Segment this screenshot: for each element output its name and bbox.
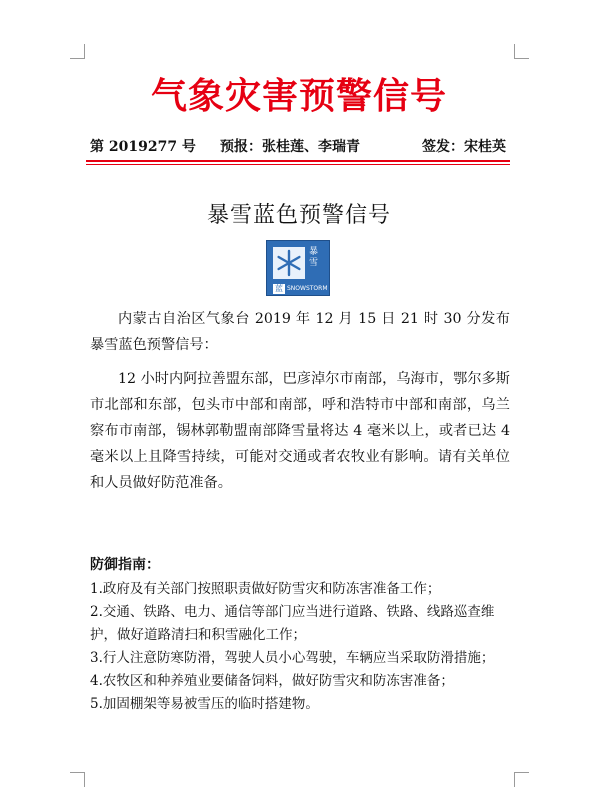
guidance-item: 3.行人注意防寒防滑，驾驶人员小心驾驶，车辆应当采取防滑措施； xyxy=(90,650,495,666)
page-corner-mark-top-left xyxy=(70,44,85,59)
header-divider-thin xyxy=(86,164,510,165)
guidance-heading: 防御指南： xyxy=(90,557,160,573)
page-corner-mark-bottom-right xyxy=(514,772,529,787)
guidance-item: 1.政府及有关部门按照职责做好防雪灾和防冻害准备工作； xyxy=(90,581,441,597)
forecaster-line: 预报：张桂莲、李瑞青 xyxy=(220,139,360,155)
warning-details-paragraph: 12 小时内阿拉善盟东部，巴彦淖尔市南部，乌海市，鄂尔多斯市北部和东部，包头市中部和南部，呼和浩特市中部和南部，乌兰察布市南部，锡林郭勒盟南部降雪量将达 4 毫米以上，或者已达 4 毫米以上且降雪持续，可能对交通或者农牧业有影响。请有关单位和人员做好防范准备。 xyxy=(90,371,510,491)
document-title: 气象灾害预警信号 xyxy=(150,76,447,117)
warning-subtitle: 暴雪蓝色预警信号 xyxy=(206,203,391,228)
badge-level-char: 蓝 xyxy=(275,284,283,293)
badge-label: 暴雪 xyxy=(309,247,319,268)
announcement-paragraph: 内蒙古自治区气象台 2019 年 12 月 15 日 21 时 30 分发布暴雪蓝色预警信号： xyxy=(90,311,510,353)
guidance-item: 4.农牧区和种养殖业要储备饲料，做好防雪灾和防冻害准备； xyxy=(90,673,454,689)
badge-english-label: SNOWSTORM xyxy=(287,285,328,292)
signer-line: 签发：宋桂英 xyxy=(422,139,506,155)
snowstorm-warning-badge xyxy=(266,240,330,296)
snowflake-icon xyxy=(273,247,305,279)
guidance-list xyxy=(90,578,510,716)
document-number: 第 2019277 号 xyxy=(90,139,196,155)
guidance-item: 2.交通、铁路、电力、通信等部门应当进行道路、铁路、线路巡查维护，做好道路清扫和积雪融化工作； xyxy=(90,604,495,643)
page-corner-mark-top-right xyxy=(514,44,529,59)
header-divider-thick xyxy=(86,160,510,162)
page-corner-mark-bottom-left xyxy=(70,772,85,787)
guidance-item: 5.加固棚架等易被雪压的临时搭建物。 xyxy=(90,696,319,712)
